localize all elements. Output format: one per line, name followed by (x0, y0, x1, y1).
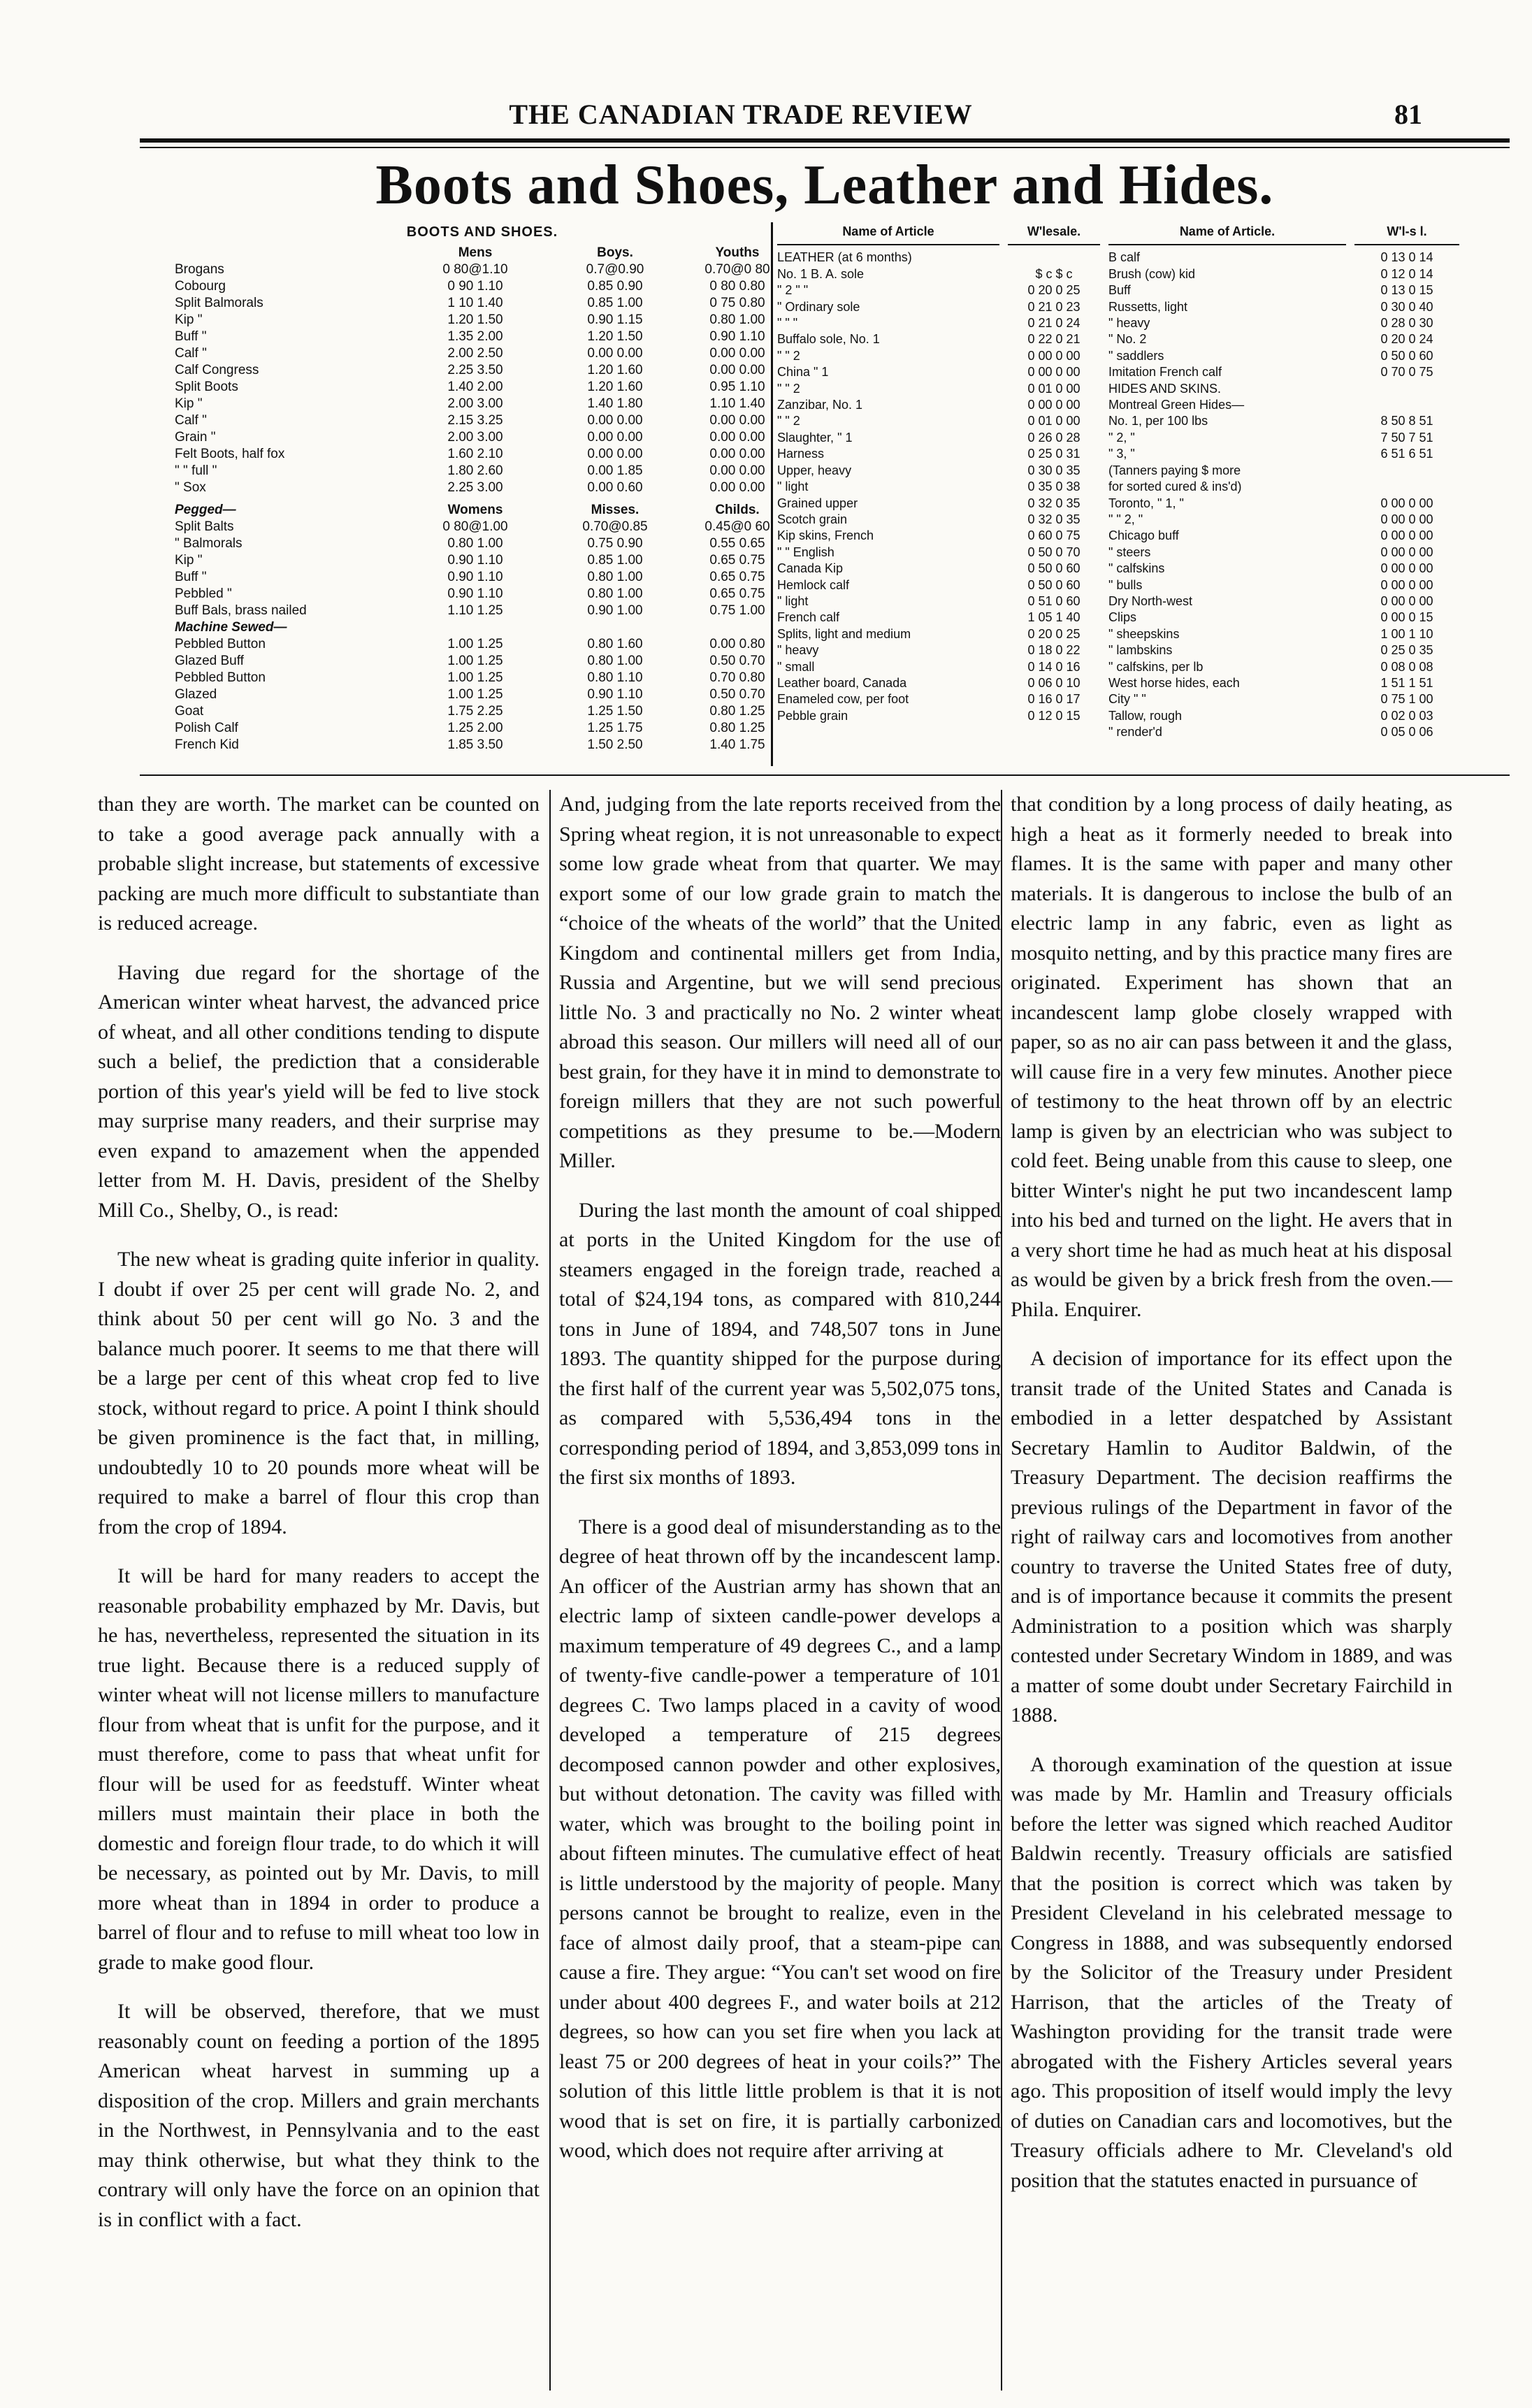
leather-item-price (1008, 250, 1100, 266)
price-item-name: Pebbled Button (175, 637, 266, 651)
row-spacer (175, 496, 405, 502)
table-divider (771, 222, 773, 766)
hides-header-wholesale: W'l-s l. (1354, 224, 1459, 245)
article-paragraph: There is a good deal of misunderstanding as to the degree of heat thrown off by the incandescent lamp. An officer of the Austrian army has shown that an electric lamp of sixteen candle-power develops a maximum temperature of 49 degrees C., and a lamp of twenty-five candle-power a temperature of 101 degrees C. Two lamps placed in a cavity of wood developed a temperature of 215 degrees decomposed cannon powder and other explosives, but without detonation. The cavity was filled with water, which was brought to the boiling point in about fifteen minutes. The cumulative effect of heat is little understood by the majority of people. Many persons cannot be brought to realize, even in the face of almost daily proof, that a steam-pipe can cause a fire. They argue: “You can't set wood on fire under about 400 degrees F., and water boils at 212 degrees, so how can you set fire when you lack at least 75 or 200 degrees of heat in your coils?” The solution of this little little problem is that it is not wood that is set on fire, it is partially carbonized wood, which does not require after arriving at (559, 1515, 1002, 2162)
hides-item-name: " saddlers (1108, 348, 1164, 363)
price-item-name: Kip " (175, 312, 203, 327)
price-value: 0.55 0.65 (709, 536, 765, 551)
col-header-youths: Youths (715, 245, 760, 260)
price-value: 2.00 2.50 (447, 346, 503, 361)
price-value: 0.90 1.10 (447, 586, 503, 601)
empty-cell (1008, 724, 1100, 740)
leather-item-name: Leather board, Canada (777, 675, 907, 690)
price-value: 0.7@0.90 (586, 262, 644, 277)
hides-item-price: 8 50 8 51 (1380, 414, 1433, 428)
col-header-mens: Mens (458, 245, 493, 260)
leather-item-price: 0 30 0 35 (1027, 463, 1081, 477)
leather-item-name: Slaughter, " 1 (777, 430, 853, 445)
price-value: 0 80@1.00 (442, 519, 508, 534)
hides-item-price: 0 08 0 08 (1380, 659, 1433, 674)
hides-item-name: " 3, " (1108, 447, 1135, 461)
price-value: 0.00 0.00 (587, 346, 643, 361)
price-value: 0.80 1.00 (709, 312, 765, 327)
hides-item-name: City " " (1108, 692, 1146, 707)
hides-item-price: 0 75 1 00 (1380, 692, 1433, 707)
price-value: 1.40 1.75 (709, 737, 765, 752)
price-value: 1.60 2.10 (447, 447, 503, 461)
leather-item-price: 0 01 0 00 (1027, 414, 1081, 428)
price-value: 0.80 1.00 (587, 654, 643, 668)
column-divider-2 (1001, 790, 1002, 2391)
price-item-name: Glazed (175, 687, 217, 702)
price-value: 1.00 1.25 (447, 637, 503, 651)
leather-item-price: 0 20 0 25 (1027, 283, 1081, 298)
price-value: 0.90 1.10 (447, 553, 503, 568)
price-value: 0.00 0.60 (587, 480, 643, 495)
leather-grid (777, 224, 1504, 741)
leather-item-name: " " 2 (777, 414, 800, 428)
leather-item-name: Zanzibar, No. 1 (777, 398, 863, 412)
hides-item-name: Toronto, " 1, " (1108, 496, 1184, 510)
hides-item-price: 0 00 0 00 (1380, 528, 1433, 543)
price-value: 1.00 1.25 (447, 654, 503, 668)
price-item-name: Split Boots (175, 380, 238, 394)
leather-item-name: " light (777, 480, 809, 494)
price-value: 2.25 3.50 (447, 363, 503, 377)
price-value: 1.35 2.00 (447, 329, 503, 344)
price-value: 1.10 1.40 (709, 396, 765, 411)
price-value: 0 90 1.10 (447, 279, 503, 294)
leather-item-price: 0 00 0 00 (1027, 398, 1081, 412)
price-value: 0.85 1.00 (587, 296, 643, 310)
price-value: 1.40 1.80 (587, 396, 643, 411)
price-item-name: Felt Boots, half fox (175, 447, 285, 461)
running-title: THE CANADIAN TRADE REVIEW (509, 99, 973, 130)
leather-item-name: French calf (777, 610, 840, 625)
text-column-2 (559, 790, 1001, 2166)
hides-item-name: for sorted cured & ins'd) (1108, 480, 1242, 494)
price-item-name: French Kid (175, 737, 239, 752)
hides-item-name: " 2, " (1108, 430, 1135, 445)
price-value: 0.00 0.00 (709, 480, 765, 495)
article-paragraph: It will be hard for many readers to accept the reasonable probability emphazed by Mr. Davis, but he has, nevertheless, represented the situation in its true light. Because there is a reduced supply of winter wheat will not license millers to manufacture flour from wheat that is unfit for the purpose, and it must therefore, come to pass that wheat unfit for flour will be used for as feedstuff. Winter wheat millers must maintain their place in both the domestic and foreign flour trade, to do which it will be necessary, as pointed out by Mr. Davis, to mill more wheat than in 1894 in order to produce a barrel of flour and to refuse to mill wheat too low in grade to make good flour. (98, 1564, 540, 1974)
hides-item-name: " render'd (1108, 725, 1162, 740)
price-value: 0.00 0.00 (709, 413, 765, 428)
leather-item-name: " 2 " " (777, 283, 809, 298)
price-value: 2.25 3.00 (447, 480, 503, 495)
price-value: 0.00 0.00 (587, 447, 643, 461)
text-column-1 (98, 790, 540, 2235)
leather-item-price: 0 21 0 24 (1027, 316, 1081, 331)
hides-item-name: " sheepskins (1108, 626, 1180, 641)
price-value: 0.50 0.70 (709, 654, 765, 668)
price-value: 0.90 1.00 (587, 603, 643, 618)
hides-item-price (1354, 479, 1459, 495)
header-rule-thin (140, 147, 1510, 148)
leather-item-name: " Ordinary sole (777, 299, 860, 314)
boots-shoes-price-table (175, 224, 790, 754)
hides-item-name: West horse hides, each (1108, 675, 1240, 690)
leather-item-price: 0 60 0 75 (1027, 528, 1081, 543)
price-item-name: Goat (175, 704, 204, 719)
leather-item-price: 0 18 0 22 (1027, 643, 1081, 658)
price-item-name: Brogans (175, 262, 224, 277)
price-item-name: Split Balmorals (175, 296, 263, 310)
hides-item-name: Dry North-west (1108, 593, 1193, 608)
price-item-name: Grain " (175, 430, 216, 445)
price-value: 0.00 0.00 (709, 463, 765, 478)
empty-cell (405, 619, 545, 636)
price-value: 0.00 0.00 (709, 430, 765, 445)
leather-item-price: 1 05 1 40 (1027, 610, 1081, 625)
price-value: 0.85 1.00 (587, 553, 643, 568)
leather-item-name: Enameled cow, per foot (777, 692, 909, 707)
price-value: 1.10 1.25 (447, 603, 503, 618)
price-value: 1.20 1.60 (587, 363, 643, 377)
hides-item-name: " " 2, " (1108, 512, 1143, 526)
leather-item-price: 0 50 0 60 (1027, 561, 1081, 576)
hides-item-price: 0 20 0 24 (1380, 332, 1433, 347)
hides-item-price: 0 13 0 15 (1380, 283, 1433, 298)
leather-item-price: 0 22 0 21 (1027, 332, 1081, 347)
leather-item-name: Scotch grain (777, 512, 848, 526)
leather-item-name: Pebble grain (777, 708, 848, 723)
leather-item-name: " light (777, 593, 809, 608)
price-value: 0.70 0.80 (709, 670, 765, 685)
hides-item-name: Buff (1108, 283, 1131, 298)
article-paragraph: And, judging from the late reports received from the Spring wheat region, it is not unreasonable to expect some low grade wheat from that quarter. We may export some of our low grade grain to match the “choice of the wheats of the world” that the United Kingdom and continental millers get from India, Russia and Argentine, but we will send precious little No. 3 and practically no No. 2 winter wheat abroad this season. Our millers will need all of our best grain, for they have it in mind to demonstrate to foreign millers that they are not such powerful competitions as they presume to be.—Modern Miller. (559, 793, 1001, 1172)
hides-item-price: 1 00 1 10 (1380, 626, 1433, 641)
price-value: 0 80@1.10 (442, 262, 508, 277)
article-paragraph: A decision of importance for its effect upon the transit trade of the United States and Canada is embodied in a letter despatched by Assistant Secretary Hamlin to Auditor Baldwin, of the Treasury Department. The decision reaffirms the previous rulings of the Department in favor of the right of railway cars and locomotives from another country to traverse the United States free of duty, and is of importance because it commits the present Administration to a position which was sharply contested under Secretary Windom in 1889, and was a matter of some doubt under Secretary Fairchild in 1888. (1011, 1347, 1452, 1726)
leather-item-price: 0 50 0 70 (1027, 545, 1081, 559)
price-value: 0.70@0 80 (704, 262, 770, 277)
article-paragraph: The new wheat is grading quite inferior in quality. I doubt if over 25 per cent will grade No. 2, and think about 50 per cent will go No. 3 and the balance much poorer. It seems to me that there will be a large per cent of this wheat crop fed to live stock, without regard to price. A point I think should be given prominence is the fact that, in milling, undoubtedly 10 to 20 pounds more wheat will be required to make a barrel of flour this crop than from the crop of 1894. (98, 1248, 540, 1538)
hides-item-price (1354, 463, 1459, 479)
hides-item-name: " lambskins (1108, 643, 1173, 658)
price-value: 0.80 1.25 (709, 721, 765, 735)
price-value: 1.40 2.00 (447, 380, 503, 394)
leather-header-wholesale: W'lesale. (1008, 224, 1100, 245)
article-paragraph: Having due regard for the shortage of the American winter wheat harvest, the advanced price of wheat, and all other conditions tending to dispute such a belief, the prediction that a considerable portion of this year's yield will be fed to live stock may surprise many readers, and their surprise may even expand to amazement when the appended letter from M. H. Davis, president of the Shelby Mill Co., Shelby, O., is read: (98, 960, 540, 1222)
text-column-3 (1011, 790, 1452, 2196)
col-header-boys: Boys. (597, 245, 633, 260)
leather-item-price: 0 21 0 23 (1027, 299, 1081, 314)
leather-item-price: 0 06 0 10 (1027, 675, 1081, 690)
leather-item-name: Harness (777, 447, 825, 461)
hides-item-price: 0 00 0 15 (1380, 610, 1433, 625)
leather-item-name: Hemlock calf (777, 577, 850, 592)
article-paragraph: It will be observed, therefore, that we must reasonably count on feeding a portion of the 1895 American wheat harvest in summing up a disposition of the crop. Millers and grain merchants in the Northwest, in Pennsylvania and to the east may think otherwise, but what they think to the contrary will only have the force on an opinion that is in conflict with a fact. (98, 2000, 540, 2231)
price-value: 0.00 0.00 (709, 363, 765, 377)
price-item-name: Pebbled " (175, 586, 232, 601)
hides-item-price: 0 00 0 00 (1380, 496, 1433, 510)
price-value: 1.25 2.00 (447, 721, 503, 735)
article-paragraph: than they are worth. The market can be counted on to take a good average pack annually with a probable slight increase, but statements of excessive packing are much more difficult to substantiate than is reduced acreage. (98, 793, 540, 935)
price-item-name: Split Balts (175, 519, 234, 534)
leather-item-price: 0 14 0 16 (1027, 659, 1081, 674)
price-value: 1.25 1.50 (587, 704, 643, 719)
price-item-name: Calf Congress (175, 363, 259, 377)
empty-cell (685, 619, 790, 636)
price-value: 2.15 3.25 (447, 413, 503, 428)
hides-item-name: " bulls (1108, 577, 1143, 592)
hides-item-price: 0 30 0 40 (1380, 299, 1433, 314)
price-value: 0.90 1.15 (587, 312, 643, 327)
hides-item-price: 7 50 7 51 (1380, 430, 1433, 445)
header-rule (140, 138, 1510, 143)
row-spacer (405, 496, 545, 502)
price-value: 0.90 1.10 (587, 687, 643, 702)
article-paragraph: During the last month the amount of coal shipped at ports in the United Kingdom for the use of steamers engaged in the foreign trade, reached a total of $24,194 tons, as compared with 810,244 tons in June of 1894, and 748,507 tons in June 1893. The quantity shipped for the purpose during the first half of the current year was 5,502,075 tons, as compared with 5,536,494 tons in the corresponding period of 1894, and 3,853,099 tons in the first six months of 1893. (559, 1198, 1001, 1489)
price-value: 1.00 1.25 (447, 687, 503, 702)
price-item-name: Buff Bals, brass nailed (175, 603, 307, 618)
hides-item-price: 6 51 6 51 (1380, 447, 1433, 461)
price-value: 0.65 0.75 (709, 586, 765, 601)
row-spacer (685, 496, 790, 502)
leather-item-price: 0 16 0 17 (1027, 692, 1081, 707)
price-value: 0.80 1.00 (587, 586, 643, 601)
hides-item-name: Clips (1108, 610, 1137, 625)
price-item-name: " " full " (175, 463, 217, 478)
empty-cell (777, 724, 999, 740)
tables-bottom-rule (140, 774, 1510, 776)
leather-hides-table (777, 224, 1504, 741)
leather-item-name: China " 1 (777, 365, 829, 380)
price-value: 0.80 1.10 (587, 670, 643, 685)
leather-item-name: " heavy (777, 643, 819, 658)
leather-header-name: Name of Article (777, 224, 999, 245)
boots-table-title: BOOTS AND SHOES. (406, 224, 558, 240)
leather-item-price: 0 00 0 00 (1027, 365, 1081, 380)
leather-item-price: 0 35 0 38 (1027, 480, 1081, 494)
leather-item-price: 0 26 0 28 (1027, 430, 1081, 445)
leather-item-price: 0 25 0 31 (1027, 447, 1081, 461)
hides-header-name: Name of Article. (1108, 224, 1346, 245)
leather-item-price: $ c $ c (1035, 266, 1073, 281)
leather-item-name: " " 2 (777, 381, 800, 396)
price-value: 0 80 0.80 (709, 279, 765, 294)
price-value: 0.75 0.90 (587, 536, 643, 551)
price-value: 1.75 2.25 (447, 704, 503, 719)
col-header-womens: Womens (447, 503, 503, 517)
leather-item-name: " small (777, 659, 815, 674)
price-value: 0 75 0.80 (709, 296, 765, 310)
leather-item-name: No. 1 B. A. sole (777, 266, 865, 281)
price-item-name: Glazed Buff (175, 654, 244, 668)
price-value: 0.80 1.25 (709, 704, 765, 719)
hides-item-name: " No. 2 (1108, 332, 1147, 347)
hides-item-price: 0 00 0 00 (1380, 593, 1433, 608)
hides-item-name: " calfskins (1108, 561, 1165, 576)
price-value: 1.50 2.50 (587, 737, 643, 752)
hides-item-price: 0 00 0 00 (1380, 577, 1433, 592)
price-value: 0.00 0.00 (587, 430, 643, 445)
hides-item-name: Tallow, rough (1108, 708, 1183, 723)
leather-item-price: 0 12 0 15 (1027, 708, 1081, 723)
section-title: Boots and Shoes, Leather and Hides. (375, 154, 1274, 216)
price-value: 0.80 1.60 (587, 637, 643, 651)
price-value: 1.20 1.50 (587, 329, 643, 344)
hides-item-name: Montreal Green Hides— (1108, 398, 1245, 412)
hides-item-name: Imitation French calf (1108, 365, 1222, 380)
price-item-name: Kip " (175, 396, 203, 411)
price-value: 0.90 1.10 (709, 329, 765, 344)
leather-item-name: " " 2 (777, 348, 800, 363)
hides-item-price: 1 51 1 51 (1380, 675, 1433, 690)
price-item-name: Polish Calf (175, 721, 238, 735)
hides-item-price: 0 00 0 00 (1380, 512, 1433, 526)
price-value: 0.00 1.85 (587, 463, 643, 478)
hides-item-name: B calf (1108, 250, 1141, 265)
col-header-childs: Childs. (715, 503, 760, 517)
price-value: 1 10 1.40 (447, 296, 503, 310)
price-item-name: Kip " (175, 553, 203, 568)
price-value: 2.00 3.00 (447, 396, 503, 411)
leather-item-price: 0 00 0 00 (1027, 348, 1081, 363)
leather-item-price: 0 32 0 35 (1027, 496, 1081, 510)
hides-item-name: (Tanners paying $ more (1108, 463, 1241, 477)
machine-sewed-subheading: Machine Sewed— (175, 620, 287, 635)
price-value: 0.00 0.00 (709, 346, 765, 361)
price-value: 0.65 0.75 (709, 570, 765, 584)
page-number: 81 (1394, 99, 1422, 130)
price-value: 0.50 0.70 (709, 687, 765, 702)
col-header-misses: Misses. (591, 503, 639, 517)
hides-item-name: " steers (1108, 545, 1151, 559)
article-paragraph: that condition by a long process of daily heating, as high a heat as it formerly needed to break into flames. It is the same with paper and many other materials. It is dangerous to inclose the bulb of an electric lamp in any fabric, even as light as mosquito netting, and by this practice many fires are originated. Experiment has shown that an incandescent lamp globe closely wrapped with paper, so as no air can pass between it and the glass, will cause fire in a very few minutes. Another piece of testimony to the heat thrown off by an electric lamp is given by an electrician who was subject to cold feet. Being unable from this cause to sleep, one bitter Winter's night he put two incandescent lamp into his bed and turned on the light. He avers that in a very short time he had as much heat at his disposal as would be given by a brick fresh from the oven.—Phila. Enquirer. (1011, 793, 1452, 1321)
price-item-name: Pebbled Button (175, 670, 266, 685)
price-value: 1.80 2.60 (447, 463, 503, 478)
leather-item-name: " " English (777, 545, 834, 559)
hides-item-name: No. 1, per 100 lbs (1108, 414, 1208, 428)
hides-item-price: 0 05 0 06 (1380, 725, 1433, 740)
leather-item-name: Splits, light and medium (777, 626, 911, 641)
leather-item-price: 0 01 0 00 (1027, 381, 1081, 396)
price-value: 1.20 1.50 (447, 312, 503, 327)
price-value: 0.00 0.80 (709, 637, 765, 651)
price-value: 0.00 0.00 (709, 447, 765, 461)
leather-item-price: 0 32 0 35 (1027, 512, 1081, 526)
leather-item-name: Upper, heavy (777, 463, 852, 477)
price-item-name: Buff " (175, 570, 207, 584)
article-paragraph: A thorough examination of the question at issue was made by Mr. Hamlin and Treasury officials before the letter was signed which reached Auditor Baldwin recently. Treasury officials are satisfied that the position is correct which was taken by President Cleveland in his celebrated message to Congress in 1888, and was subsequently endorsed by the Solicitor of the Treasury under President Harrison, that the articles of the Treaty of Washington providing for the transit trade were abrogated with the Fishery Articles several years ago. This proposition of itself would imply the levy of duties on Canadian cars and locomotives, but the Treasury officials adhere to Mr. Cleveland's old position that the statutes enacted in pursuance of (1011, 1752, 1452, 2192)
hides-item-price (1354, 397, 1459, 413)
leather-item-name: Canada Kip (777, 561, 844, 576)
hides-item-name: Russetts, light (1108, 299, 1188, 314)
price-value: 1.85 3.50 (447, 737, 503, 752)
price-value: 1.20 1.60 (587, 380, 643, 394)
price-value: 0.90 1.10 (447, 570, 503, 584)
column-divider-1 (549, 790, 551, 2391)
price-value: 0.80 1.00 (447, 536, 503, 551)
price-item-name: " Balmorals (175, 536, 243, 551)
price-value: 0.00 0.00 (587, 413, 643, 428)
row-spacer (545, 496, 685, 502)
price-value: 0.95 1.10 (709, 380, 765, 394)
price-value: 0.75 1.00 (709, 603, 765, 618)
price-item-name: Buff " (175, 329, 207, 344)
price-item-name: Calf " (175, 413, 207, 428)
price-value: 1.25 1.75 (587, 721, 643, 735)
price-item-name: " Sox (175, 480, 206, 495)
leather-item-price: 0 50 0 60 (1027, 577, 1081, 592)
hides-item-name: " heavy (1108, 316, 1150, 331)
leather-item-name: Grained upper (777, 496, 858, 510)
leather-item-name: Kip skins, French (777, 528, 874, 543)
hides-item-name: " calfskins, per lb (1108, 659, 1204, 674)
hides-item-name: Brush (cow) kid (1108, 266, 1196, 281)
price-value: 0.80 1.00 (587, 570, 643, 584)
pegged-subheading: Pegged— (175, 503, 236, 517)
hides-item-price: 0 25 0 35 (1380, 643, 1433, 658)
hides-item-price: 0 12 0 14 (1380, 266, 1433, 281)
hides-item-price (1354, 381, 1459, 397)
hides-item-price: 0 13 0 14 (1380, 250, 1433, 265)
price-item-name: Calf " (175, 346, 207, 361)
leather-item-name: " " " (777, 316, 798, 331)
hides-item-price: 0 70 0 75 (1380, 365, 1433, 380)
empty-cell (545, 619, 685, 636)
leather-item-name: Buffalo sole, No. 1 (777, 332, 880, 347)
hides-item-price: 0 02 0 03 (1380, 708, 1433, 723)
leather-item-name: LEATHER (at 6 months) (777, 250, 912, 265)
price-value: 0.45@0 60 (704, 519, 770, 534)
price-item-name: Cobourg (175, 279, 226, 294)
hides-item-price: 0 50 0 60 (1380, 348, 1433, 363)
leather-item-price: 0 20 0 25 (1027, 626, 1081, 641)
hides-item-price: 0 28 0 30 (1380, 316, 1433, 331)
hides-item-name: Chicago buff (1108, 528, 1179, 543)
hides-item-name: HIDES AND SKINS. (1108, 381, 1222, 396)
price-value: 2.00 3.00 (447, 430, 503, 445)
hides-item-price: 0 00 0 00 (1380, 545, 1433, 559)
boots-grid (175, 245, 790, 754)
price-value: 0.70@0.85 (582, 519, 648, 534)
price-value: 0.85 0.90 (587, 279, 643, 294)
leather-item-price: 0 51 0 60 (1027, 593, 1081, 608)
price-value: 1.00 1.25 (447, 670, 503, 685)
price-value: 0.65 0.75 (709, 553, 765, 568)
hides-item-price: 0 00 0 00 (1380, 561, 1433, 576)
